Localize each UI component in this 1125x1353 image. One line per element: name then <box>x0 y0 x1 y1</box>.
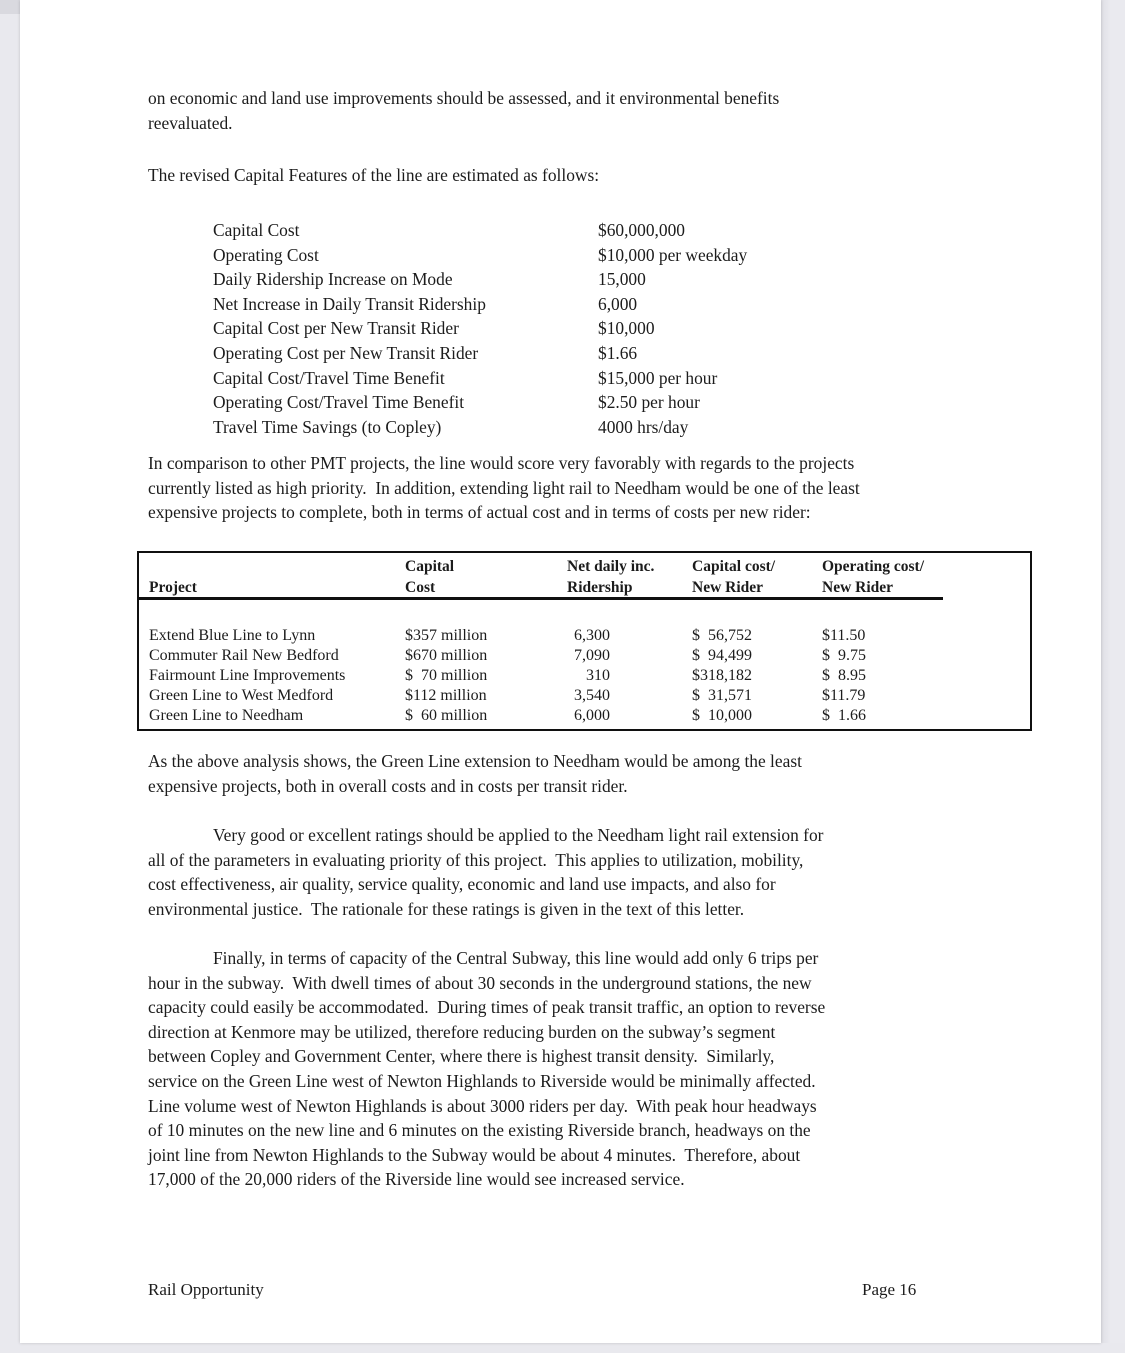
cell-ridership: 310 <box>586 667 610 684</box>
cell-capital-per-rider: $ 94,499 <box>692 647 752 664</box>
col-header-ridership: Net daily inc. <box>567 558 655 575</box>
text-line: reevaluated. <box>148 112 233 133</box>
cell-capital-cost: $ 60 million <box>405 707 488 724</box>
feature-row <box>213 390 747 415</box>
cell-ridership: 6,000 <box>574 707 610 724</box>
text-line: cost effectiveness, air quality, service quality, economic and land use impacts, and also for <box>148 874 776 895</box>
feature-label: Operating Cost/Travel Time Benefit <box>213 392 465 413</box>
cell-ridership: 6,300 <box>574 627 610 644</box>
text-line: The revised Capital Features of the line are estimated as follows: <box>148 165 600 185</box>
col-header-operating-per-rider: Operating cost/ <box>822 558 925 575</box>
feature-label: Net Increase in Daily Transit Ridership <box>213 293 486 314</box>
feature-label: Travel Time Savings (to Copley) <box>213 416 442 437</box>
feature-value: 6,000 <box>598 293 638 314</box>
col-header-capital-cost: Capital <box>405 558 455 575</box>
feature-label: Capital Cost <box>213 220 300 240</box>
feature-value: $10,000 <box>598 318 655 339</box>
col-header-capital-per-rider: Capital cost/ <box>692 558 776 575</box>
projects-comparison-table <box>137 551 1032 731</box>
text-line: Line volume west of Newton Highlands is about 3000 riders per day. With peak hour headways <box>148 1095 817 1116</box>
cell-operating-per-rider: $ 8.95 <box>822 667 866 684</box>
feature-label: Capital Cost/Travel Time Benefit <box>213 367 445 388</box>
cell-operating-per-rider: $ 9.75 <box>822 647 866 664</box>
col-header-ridership: Ridership <box>567 579 633 596</box>
text-line: of 10 minutes on the new line and 6 minutes on the existing Riverside branch, headways on the <box>148 1120 811 1141</box>
paragraph-analysis-summary <box>148 749 802 798</box>
feature-row <box>213 316 747 341</box>
footer-doc-title: Rail Opportunity <box>148 1280 264 1299</box>
cell-ridership: 7,090 <box>574 647 610 664</box>
footer-page-number: Page 16 <box>862 1280 917 1299</box>
table-header-rule <box>139 597 943 600</box>
cell-capital-per-rider: $ 10,000 <box>692 707 752 724</box>
feature-row <box>213 341 747 366</box>
cell-capital-cost: $357 million <box>405 627 488 644</box>
text-line: 17,000 of the 20,000 riders of the Riverside line would see increased service. <box>148 1169 685 1190</box>
col-header-capital-per-rider: New Rider <box>692 579 764 596</box>
paragraph-capital-features-lead <box>148 163 599 188</box>
cell-capital-per-rider: $ 31,571 <box>692 687 752 704</box>
cell-capital-per-rider: $318,182 <box>692 667 752 684</box>
feature-row <box>213 243 747 268</box>
cell-capital-cost: $112 million <box>405 687 487 704</box>
text-line: currently listed as high priority. In addition, extending light rail to Needham would be one of the least <box>148 477 860 498</box>
table-row <box>139 626 1030 646</box>
table-row <box>139 706 1030 726</box>
feature-row <box>213 267 747 292</box>
text-line: Finally, in terms of capacity of the Central Subway, this line would add only 6 trips per <box>213 948 819 968</box>
feature-value: $1.66 <box>598 342 638 363</box>
feature-row <box>213 292 747 317</box>
table-row <box>139 646 1030 666</box>
capital-features-list <box>213 218 747 439</box>
paragraph-pmt-comparison <box>148 451 860 525</box>
table-row <box>139 686 1030 706</box>
text-line: joint line from Newton Highlands to the Subway would be about 4 minutes. Therefore, about <box>148 1144 801 1165</box>
cell-capital-cost: $670 million <box>405 647 488 664</box>
paragraph-ratings <box>148 823 823 921</box>
feature-value: $10,000 per weekday <box>598 244 748 265</box>
text-line: As the above analysis shows, the Green Line extension to Needham would be among the least <box>148 751 802 771</box>
table-row <box>139 666 1030 686</box>
cell-project: Commuter Rail New Bedford <box>149 647 339 664</box>
text-line: environmental justice. The rationale for these ratings is given in the text of this letter. <box>148 898 745 919</box>
cell-operating-per-rider: $ 1.66 <box>822 707 866 724</box>
text-line: between Copley and Government Center, where there is highest transit density. Similarly, <box>148 1046 775 1067</box>
paragraph-capacity <box>148 946 825 1192</box>
col-header-operating-per-rider: New Rider <box>822 579 894 596</box>
feature-value: $2.50 per hour <box>598 392 700 413</box>
text-line: all of the parameters in evaluating priority of this project. This applies to utilization, mobility, <box>148 849 804 870</box>
feature-value: $15,000 per hour <box>598 367 718 388</box>
feature-row <box>213 415 747 440</box>
cell-project: Extend Blue Line to Lynn <box>149 627 316 644</box>
viewer-gutter-right <box>1100 0 1125 1353</box>
feature-label: Operating Cost per New Transit Rider <box>213 342 479 363</box>
cell-operating-per-rider: $11.79 <box>822 687 866 704</box>
viewer-gutter-bottom <box>0 1343 1125 1353</box>
cell-capital-cost: $ 70 million <box>405 667 488 684</box>
cell-project: Green Line to Needham <box>149 707 304 724</box>
feature-row <box>213 366 747 391</box>
paragraph-intro <box>148 86 779 135</box>
text-line: In comparison to other PMT projects, the line would score very favorably with regards to the projects <box>148 453 855 473</box>
viewer-corner-shadow <box>0 0 20 14</box>
cell-capital-per-rider: $ 56,752 <box>692 627 752 644</box>
col-header-project: Project <box>149 579 197 596</box>
feature-label: Capital Cost per New Transit Rider <box>213 318 459 339</box>
cell-ridership: 3,540 <box>574 687 610 704</box>
feature-row <box>213 218 747 243</box>
feature-label: Operating Cost <box>213 244 319 265</box>
text-line: Very good or excellent ratings should be applied to the Needham light rail extension for <box>213 825 824 845</box>
text-line: hour in the subway. With dwell times of about 30 seconds in the underground stations, the new <box>148 972 812 993</box>
viewer-gutter-left <box>0 0 21 1353</box>
col-header-capital-cost: Cost <box>405 579 436 596</box>
feature-label: Daily Ridership Increase on Mode <box>213 269 453 290</box>
text-line: expensive projects, both in overall costs and in costs per transit rider. <box>148 775 628 796</box>
feature-value: 4000 hrs/day <box>598 416 689 437</box>
document-page <box>20 0 1101 1343</box>
cell-project: Fairmount Line Improvements <box>149 667 346 684</box>
feature-value: 15,000 <box>598 269 646 290</box>
cell-project: Green Line to West Medford <box>149 687 334 704</box>
feature-value: $60,000,000 <box>598 220 685 240</box>
text-line: direction at Kenmore may be utilized, therefore reducing burden on the subway’s segment <box>148 1021 776 1042</box>
text-line: expensive projects to complete, both in terms of actual cost and in terms of costs per new rider: <box>148 502 811 523</box>
text-line: service on the Green Line west of Newton Highlands to Riverside would be minimally affected. <box>148 1070 816 1091</box>
cell-operating-per-rider: $11.50 <box>822 627 866 644</box>
text-line: capacity could easily be accommodated. During times of peak transit traffic, an option to reverse <box>148 997 826 1018</box>
text-line: on economic and land use improvements should be assessed, and it environmental benefits <box>148 88 780 108</box>
